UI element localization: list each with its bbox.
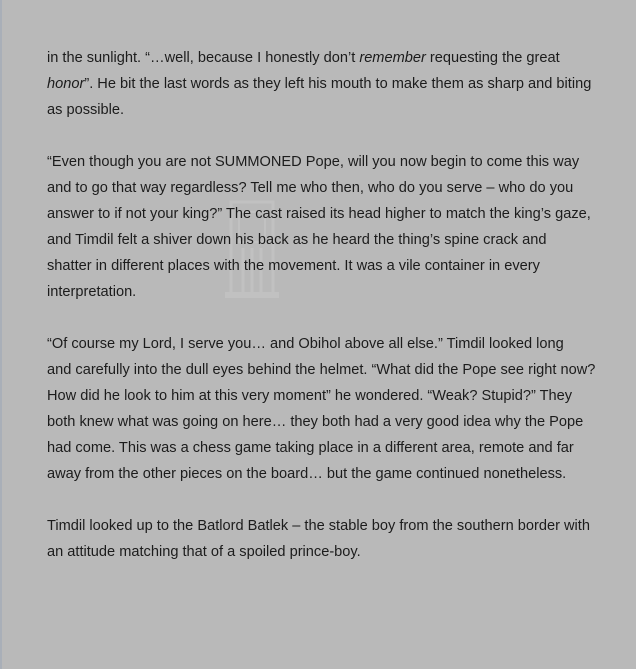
text-line: answer to if not your king?” The cast raised its head higher to match the king’s gaze,	[47, 206, 591, 222]
text-line: How did he look to him at this very moment” he wondered. “Weak? Stupid?” They	[47, 388, 573, 404]
text-line: an attitude matching that of a spoiled prince-boy.	[47, 544, 361, 560]
text-line: in the sunlight. “…well, because I honestly don’t remember requesting the great	[47, 50, 560, 66]
text-line: and to go that way regardless? Tell me who then, who do you serve – who do you	[47, 180, 574, 196]
text-line: both knew what was going on here… they both had a very good idea why the Pope	[47, 414, 584, 430]
text-line: and carefully into the dull eyes behind the helmet. “What did the Pope see right now?	[47, 362, 596, 378]
text-line: away from the other pieces on the board… but the game continued nonetheless.	[47, 466, 567, 482]
paragraph-3	[47, 331, 607, 487]
paragraph-1	[47, 45, 607, 123]
text-line: had come. This was a chess game taking place in a different area, remote and far	[47, 440, 574, 456]
paragraph-4	[47, 513, 607, 565]
text-line: honor”. He bit the last words as they left his mouth to make them as sharp and biting	[47, 76, 592, 92]
emphasis-text: honor	[47, 76, 85, 92]
text-line: as possible.	[47, 102, 125, 118]
paragraph-2	[47, 149, 607, 305]
text-line: Timdil looked up to the Batlord Batlek – the stable boy from the southern border with	[47, 518, 590, 534]
text-line: and Timdil felt a shiver down his back as he heard the thing’s spine crack and	[47, 232, 547, 248]
emphasis-text: remember	[359, 50, 426, 66]
text-line: “Even though you are not SUMMONED Pope, will you now begin to come this way	[47, 154, 580, 170]
document-text	[47, 45, 607, 591]
text-line: interpretation.	[47, 284, 137, 300]
text-line: shatter in different places with the movement. It was a vile container in every	[47, 258, 540, 274]
text-line: “Of course my Lord, I serve you… and Obihol above all else.” Timdil looked long	[47, 336, 564, 352]
